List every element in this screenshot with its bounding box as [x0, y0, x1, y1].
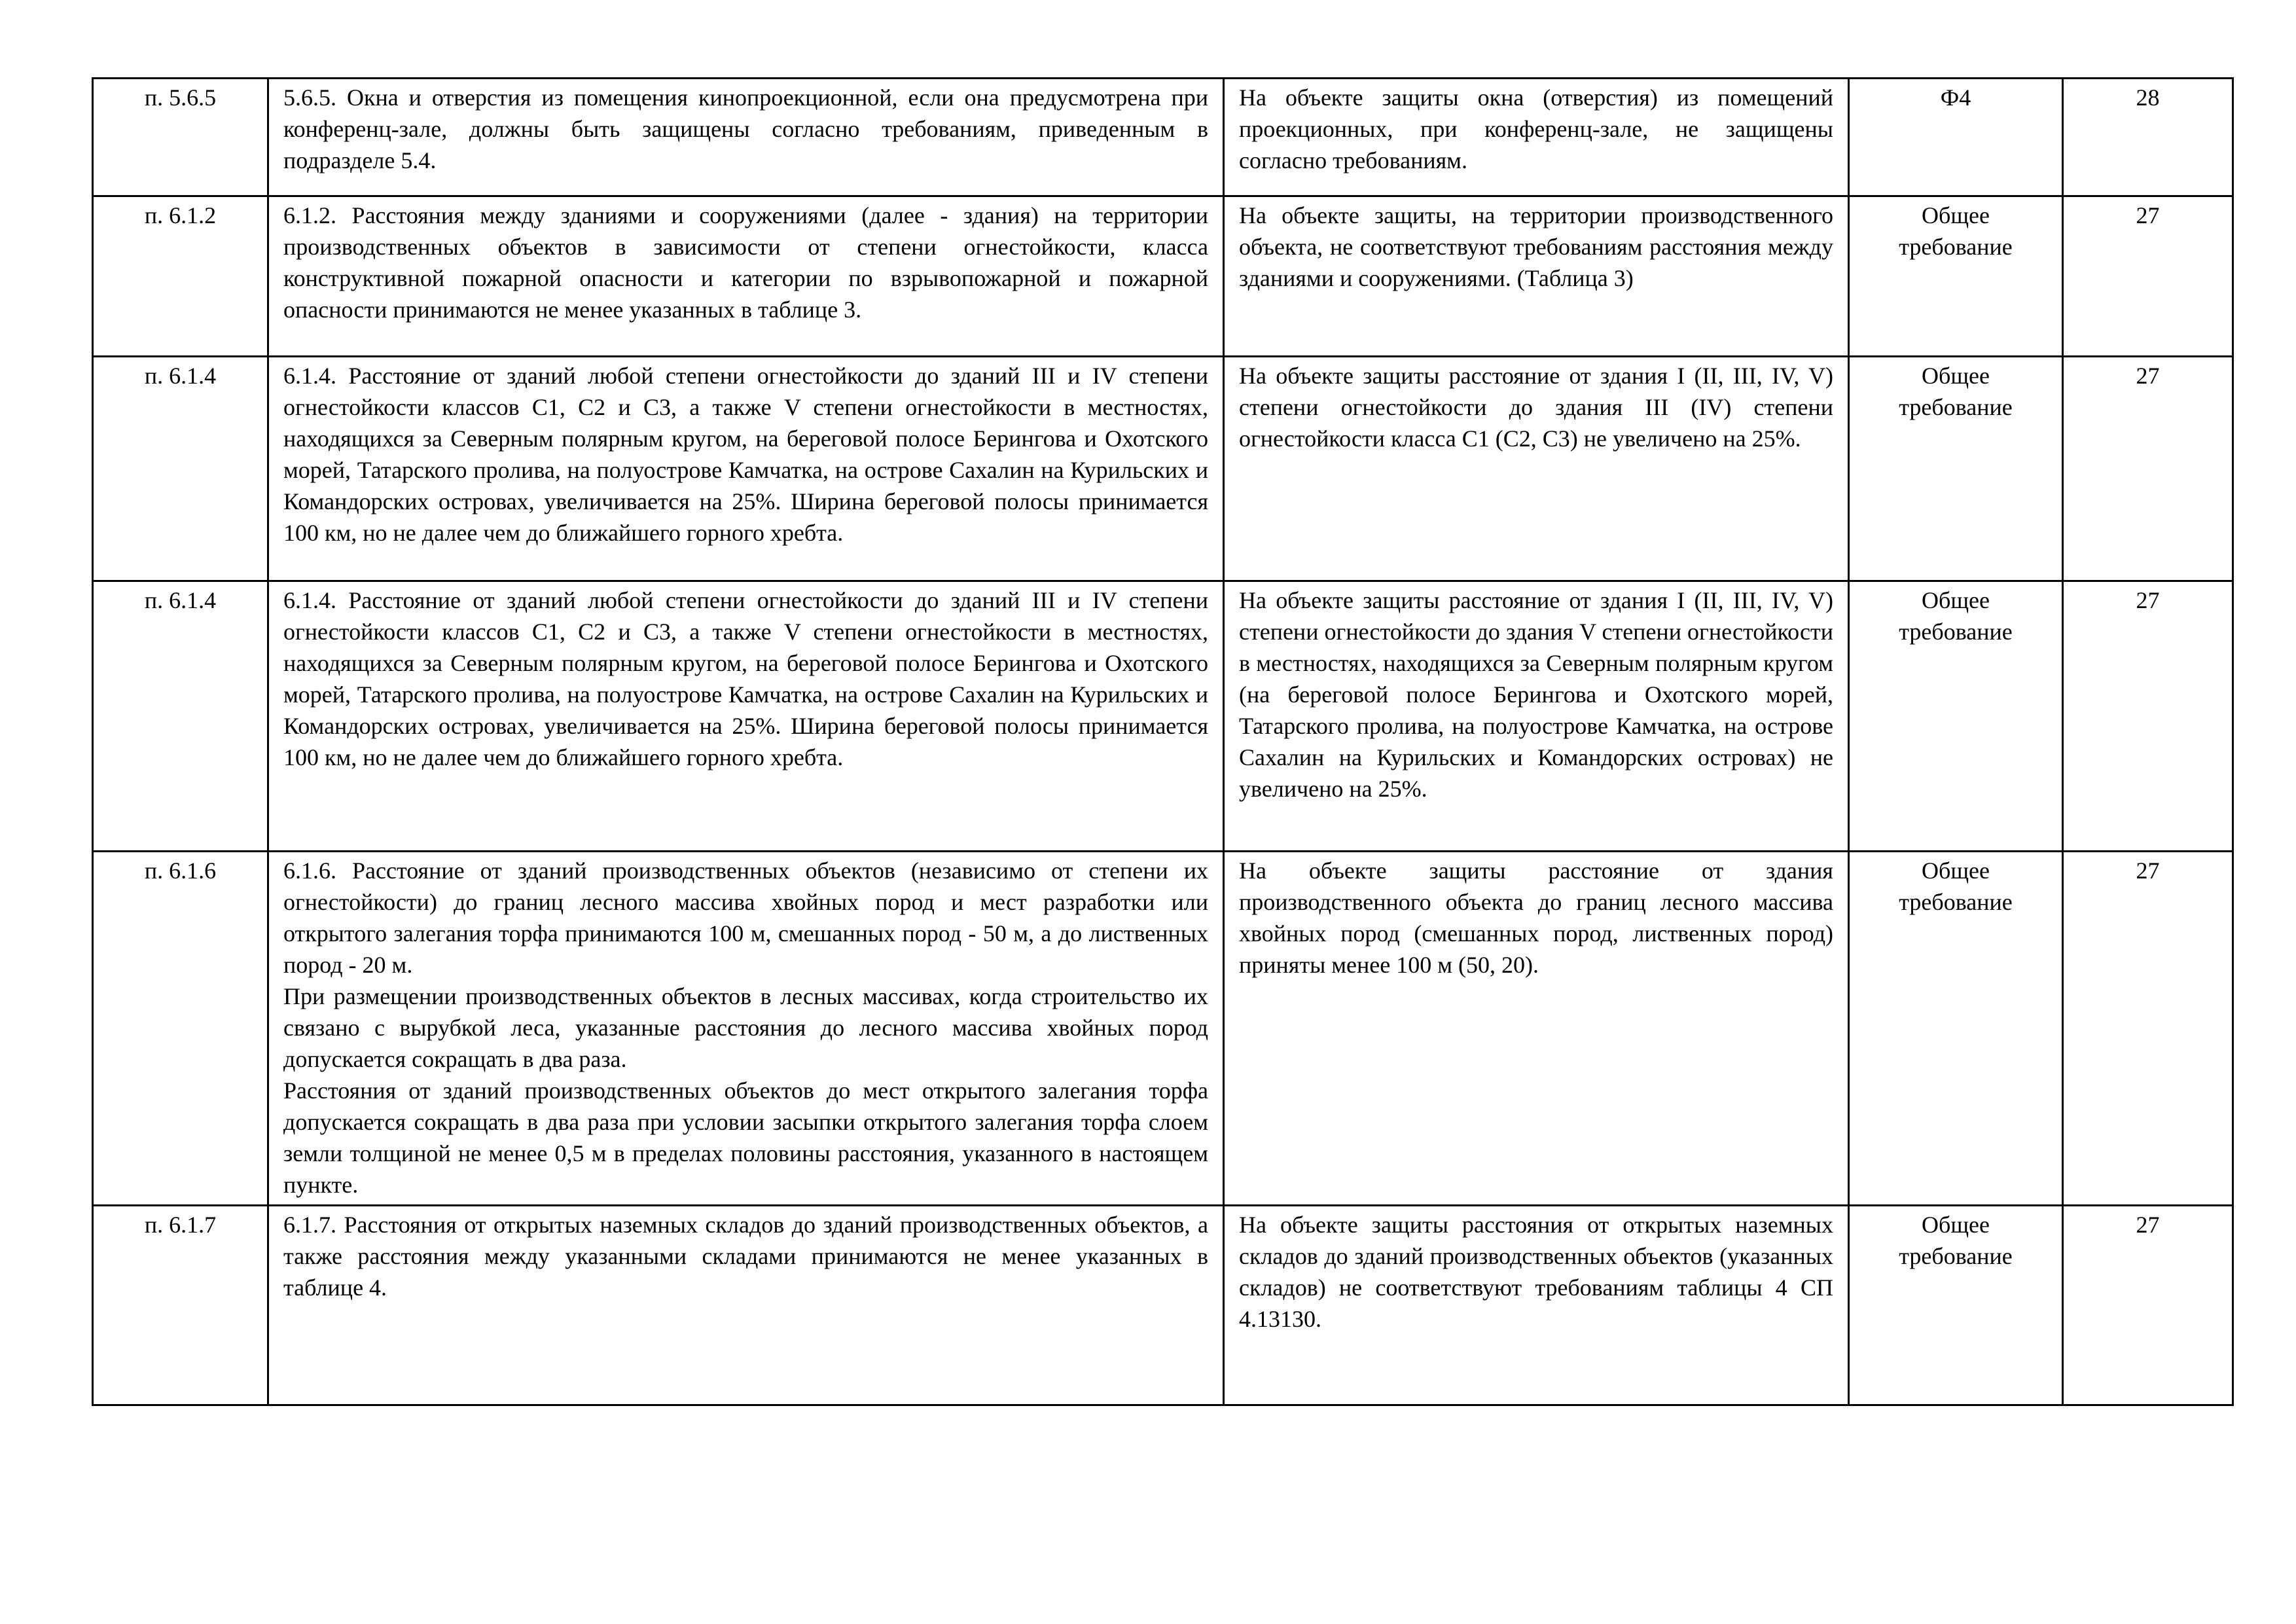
clause-reference: п. 5.6.5	[93, 79, 268, 196]
table-row	[93, 852, 2233, 1206]
object-class-value: Общее требование	[1899, 587, 2013, 645]
table-row	[93, 1206, 2233, 1405]
count-value: 27	[2063, 852, 2233, 1206]
object-class-value: Общее требование	[1899, 1212, 2013, 1269]
requirement-text	[268, 357, 1224, 581]
requirement-paragraph: 6.1.4. Расстояние от зданий любой степени огнестойкости до зданий III и IV степени огнестойкости классов С1, С2 и С3, а также V степени огнестойкости в местностях, находящихся за Северным полярным кругом, на береговой полосе Берингова и Охотского морей, Татарского пролива, на полуострове Камчатка, на острове Сахалин на Курильских и Командорских островах, увеличивается на 25%. Ширина береговой полосы принимается 100 км, но не далее чем до ближайшего горного хребта.	[283, 363, 1208, 546]
clause-reference: п. 6.1.7	[93, 1206, 268, 1405]
requirement-paragraph: 6.1.7. Расстояния от открытых наземных складов до зданий производственных объектов, а также расстояния между указанными складами принимаются не менее указанных в таблице 4.	[283, 1212, 1208, 1301]
clause-reference: п. 6.1.4	[93, 357, 268, 581]
table-row	[93, 196, 2233, 357]
requirement-text	[268, 581, 1224, 852]
violation-text	[1224, 79, 1849, 196]
violation-text	[1224, 357, 1849, 581]
object-class-value: Общее требование	[1899, 857, 2013, 915]
requirement-paragraph: 6.1.4. Расстояние от зданий любой степени огнестойкости до зданий III и IV степени огнестойкости классов С1, С2 и С3, а также V степени огнестойкости в местностях, находящихся за Северным полярным кругом, на береговой полосе Берингова и Охотского морей, Татарского пролива, на полуострове Камчатка, на острове Сахалин на Курильских и Командорских островах, увеличивается на 25%. Ширина береговой полосы принимается 100 км, но не далее чем до ближайшего горного хребта.	[283, 587, 1208, 770]
violation-paragraph: На объекте защиты расстояние от здания производственного объекта до границ лесного массива хвойных пород (смешанных пород, лиственных пород) приняты менее 100 м (50, 20).	[1239, 857, 1833, 978]
table-row	[93, 581, 2233, 852]
violation-paragraph: На объекте защиты окна (отверстия) из помещений проекционных, при конференц-зале, не защищены согласно требованиям.	[1239, 84, 1833, 173]
requirements-table	[92, 77, 2234, 1406]
count-value: 27	[2063, 196, 2233, 357]
requirement-text	[268, 852, 1224, 1206]
count-value: 27	[2063, 357, 2233, 581]
object-class	[1849, 852, 2063, 1206]
count-value: 27	[2063, 1206, 2233, 1405]
violation-paragraph: На объекте защиты расстояния от открытых наземных складов до зданий производственных объектов (указанных складов) не соответствуют требованиям таблицы 4 СП 4.13130.	[1239, 1212, 1833, 1332]
requirement-paragraph: 6.1.2. Расстояния между зданиями и сооружениями (далее - здания) на территории производственных объектов в зависимости от степени огнестойкости, класса конструктивной пожарной опасности и категории по взрывопожарной и пожарной опасности принимаются не менее указанных в таблице 3.	[283, 202, 1208, 323]
clause-reference: п. 6.1.2	[93, 196, 268, 357]
clause-reference: п. 6.1.4	[93, 581, 268, 852]
violation-paragraph: На объекте защиты расстояние от здания I (II, III, IV, V) степени огнестойкости до здания III (IV) степени огнестойкости класса С1 (С2, С3) не увеличено на 25%.	[1239, 363, 1833, 452]
requirement-text	[268, 79, 1224, 196]
count-value: 27	[2063, 581, 2233, 852]
violation-paragraph: На объекте защиты, на территории производственного объекта, не соответствуют требованиям расстояния между зданиями и сооружениями. (Таблица 3)	[1239, 202, 1833, 291]
violation-text	[1224, 852, 1849, 1206]
requirement-paragraph: 5.6.5. Окна и отверстия из помещения кинопроекционной, если она предусмотрена при конференц-зале, должны быть защищены согласно требованиям, приведенным в подразделе 5.4.	[283, 84, 1208, 173]
object-class	[1849, 357, 2063, 581]
table-row	[93, 79, 2233, 196]
object-class	[1849, 79, 2063, 196]
requirement-paragraph: 6.1.6. Расстояние от зданий производственных объектов (независимо от степени их огнестойкости) до границ лесного массива хвойных пород и мест разработки или открытого залегания торфа принимаются 100 м, смешанных пород - 50 м, а до лиственных пород - 20 м. При размещении производственных объектов в лесных массивах, когда строительство их связано с вырубкой леса, указанные расстояния до лесного массива хвойных пород допускается сокращать в два раза. Расстояния от зданий производственных объектов до мест открытого залегания торфа допускается сокращать в два раза при условии засыпки открытого залегания торфа слоем земли толщиной не менее 0,5 м в пределах половины расстояния, указанного в настоящем пункте.	[283, 857, 1208, 1198]
object-class-value: Общее требование	[1899, 202, 2013, 260]
table-row	[93, 357, 2233, 581]
object-class	[1849, 581, 2063, 852]
violation-text	[1224, 196, 1849, 357]
object-class	[1849, 1206, 2063, 1405]
requirement-text	[268, 196, 1224, 357]
clause-reference: п. 6.1.6	[93, 852, 268, 1206]
object-class-value: Общее требование	[1899, 363, 2013, 420]
violation-paragraph: На объекте защиты расстояние от здания I (II, III, IV, V) степени огнестойкости до здания V степени огнестойкости в местностях, находящихся за Северным полярным кругом (на береговой полосе Берингова и Охотского морей, Татарского пролива, на полуострове Камчатка, на острове Сахалин на Курильских и Командорских островах) не увеличено на 25%.	[1239, 587, 1833, 802]
object-class	[1849, 196, 2063, 357]
count-value: 28	[2063, 79, 2233, 196]
requirement-text	[268, 1206, 1224, 1405]
violation-text	[1224, 1206, 1849, 1405]
violation-text	[1224, 581, 1849, 852]
object-class-value: Ф4	[1940, 84, 1971, 111]
